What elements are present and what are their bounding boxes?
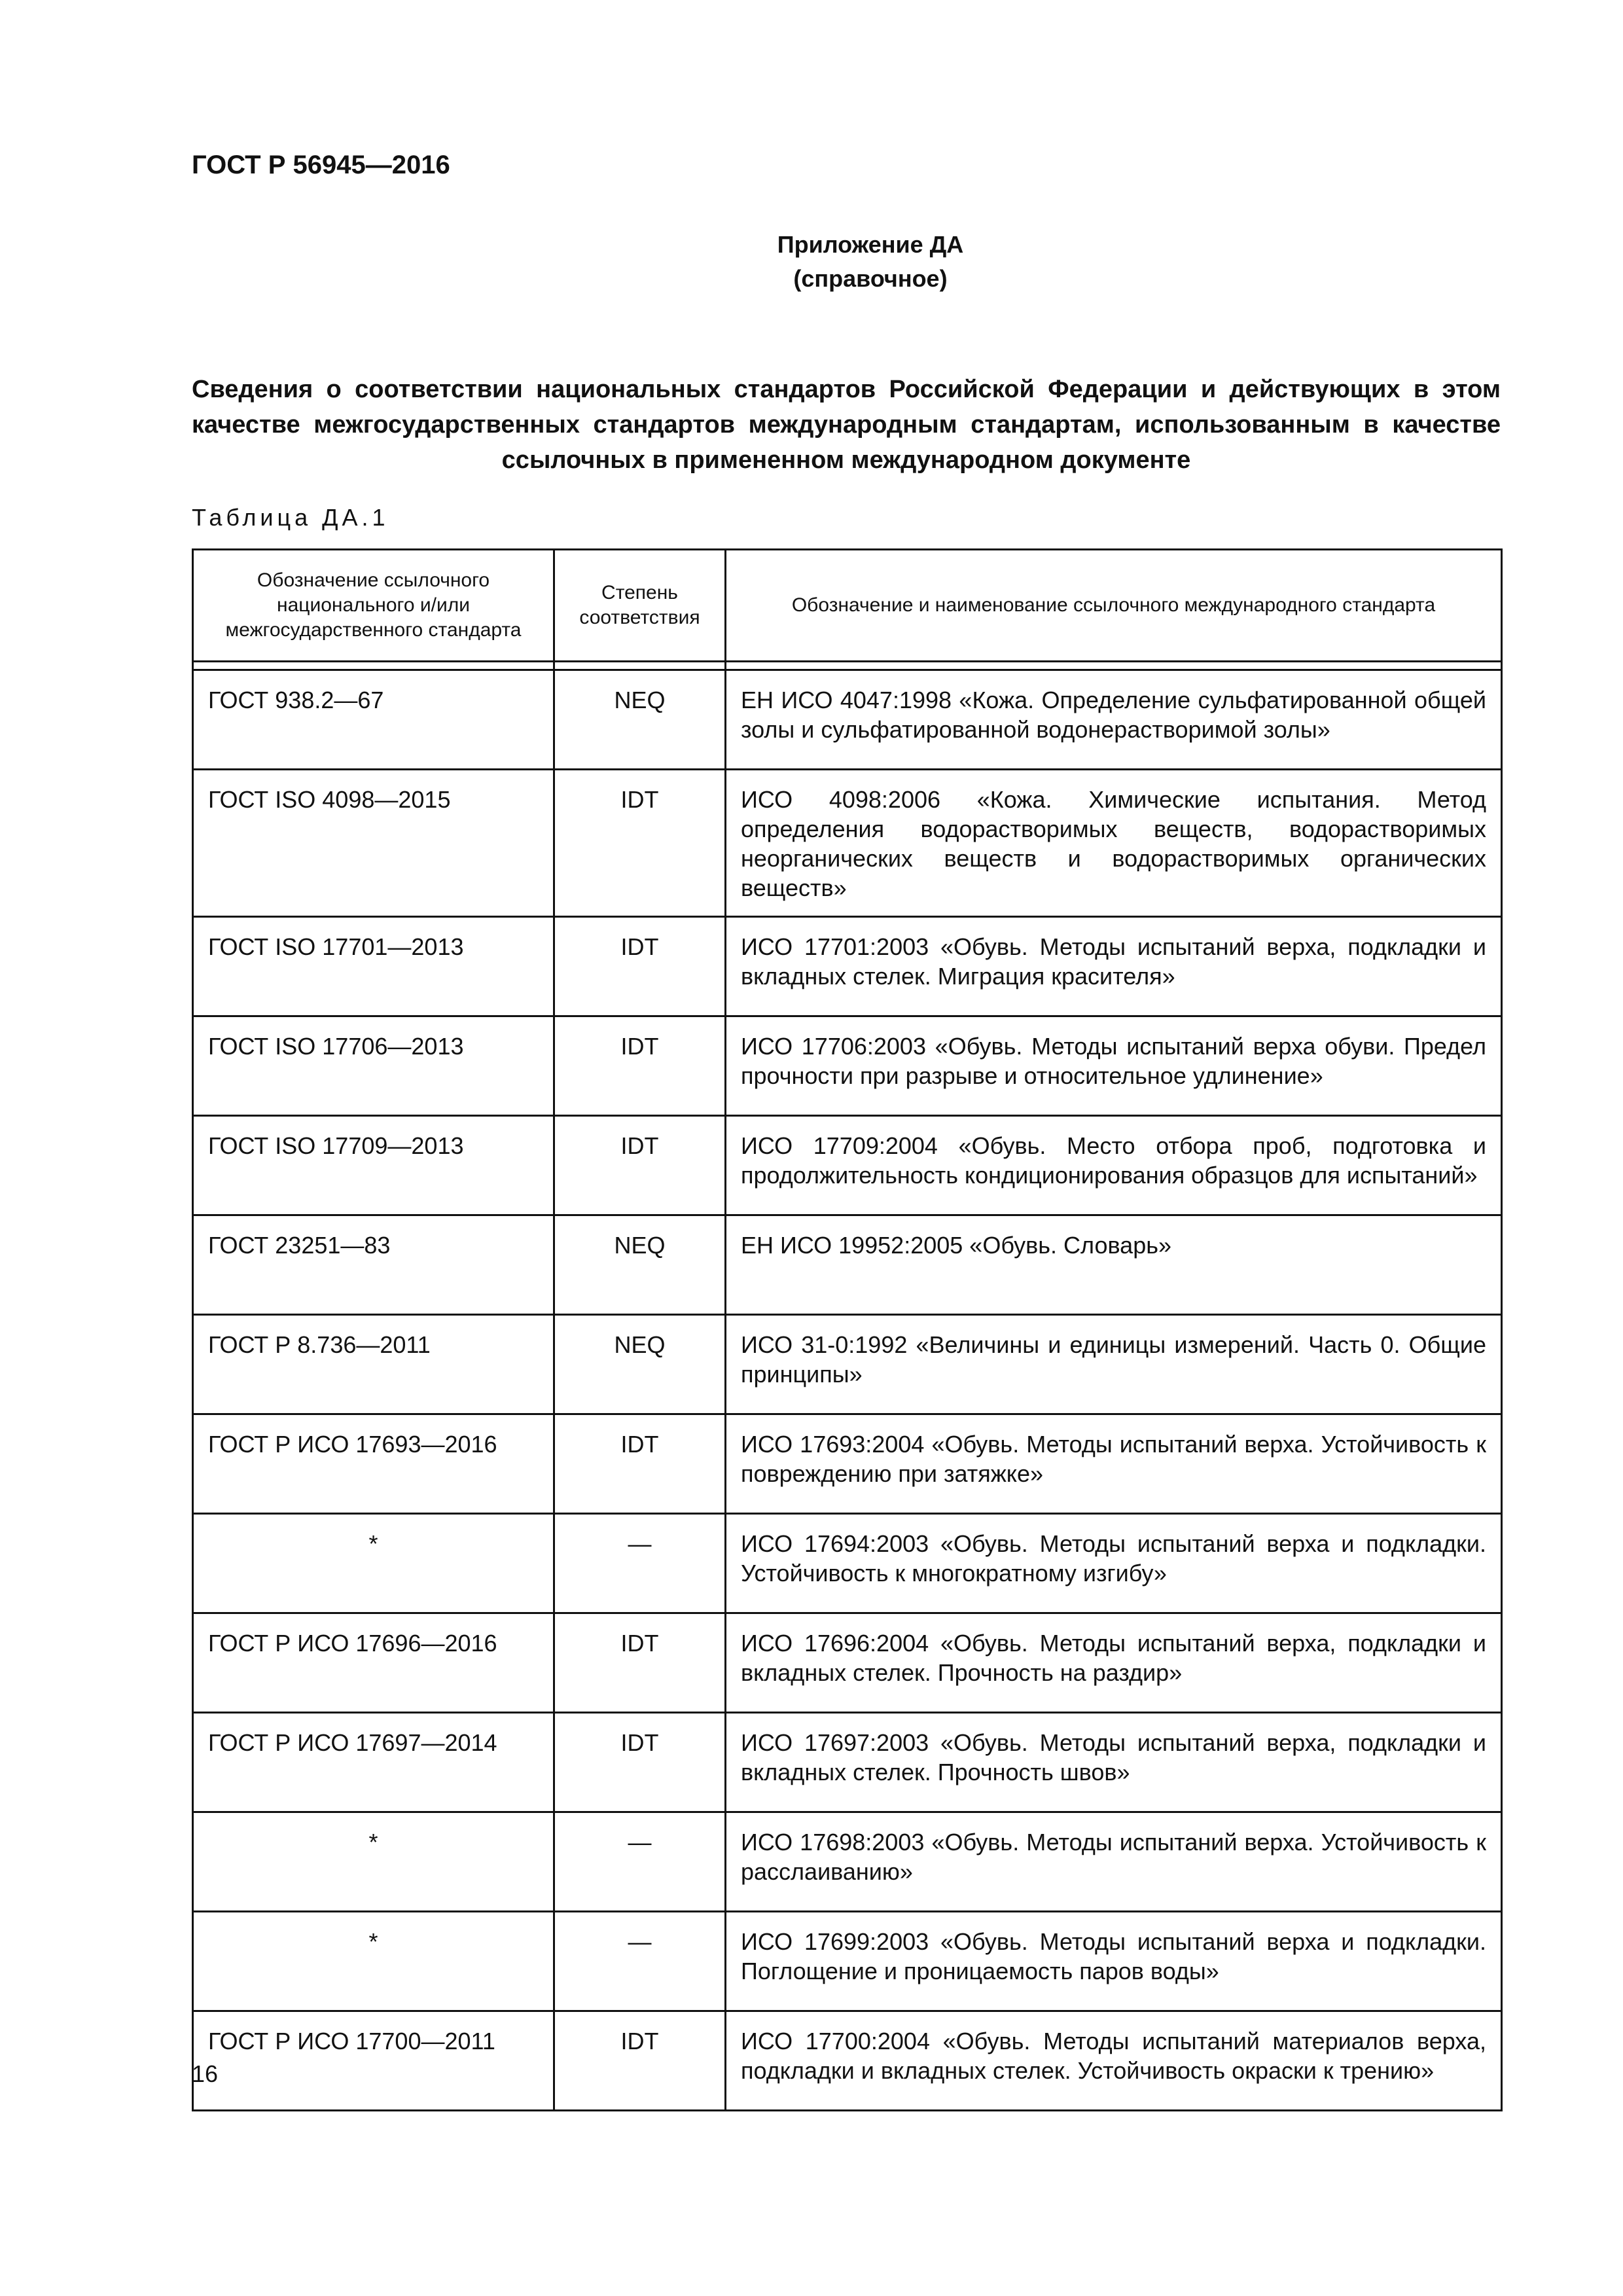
degree-cell: IDT bbox=[554, 2011, 726, 2111]
table-header-row bbox=[193, 550, 1502, 662]
national-standard-cell: * bbox=[193, 1514, 554, 1613]
international-standard-cell: ИСО 17700:2004 «Обувь. Методы испытаний материалов верха, подкладки и вкладных стелек. Устойчивость окраски к трению» bbox=[726, 2011, 1502, 2111]
national-standard-cell: ГОСТ ISO 17706—2013 bbox=[193, 1016, 554, 1116]
separator-cell bbox=[726, 662, 1502, 670]
table-row bbox=[193, 1215, 1502, 1315]
document-code: ГОСТ Р 56945—2016 bbox=[192, 151, 450, 179]
column-header-international: Обозначение и наименование ссылочного международного стандарта bbox=[726, 550, 1502, 662]
table-row bbox=[193, 770, 1502, 917]
national-standard-cell: * bbox=[193, 1812, 554, 1912]
international-standard-cell: ИСО 31-0:1992 «Величины и единицы измерений. Часть 0. Общие принципы» bbox=[726, 1315, 1502, 1414]
national-standard-cell: ГОСТ ISO 17701—2013 bbox=[193, 917, 554, 1016]
international-standard-cell: ЕН ИСО 19952:2005 «Обувь. Словарь» bbox=[726, 1215, 1502, 1315]
national-standard-cell: * bbox=[193, 1912, 554, 2011]
table-label: Таблица ДА.1 bbox=[192, 504, 389, 531]
degree-cell: IDT bbox=[554, 1613, 726, 1713]
international-standard-cell: ЕН ИСО 4047:1998 «Кожа. Определение сульфатированной общей золы и сульфатированной водонерастворимой золы» bbox=[726, 670, 1502, 770]
international-standard-cell: ИСО 17699:2003 «Обувь. Методы испытаний верха и подкладки. Поглощение и проницаемость паров воды» bbox=[726, 1912, 1502, 2011]
header-separator bbox=[193, 662, 1502, 670]
table-row bbox=[193, 1812, 1502, 1912]
degree-cell: NEQ bbox=[554, 1315, 726, 1414]
international-standard-cell: ИСО 17693:2004 «Обувь. Методы испытаний верха. Устойчивость к повреждению при затяжке» bbox=[726, 1414, 1502, 1514]
table-row bbox=[193, 1116, 1502, 1215]
international-standard-cell: ИСО 4098:2006 «Кожа. Химические испытания. Метод определения водорастворимых веществ, водорастворимых неорганических веществ и водорастворимых органических веществ» bbox=[726, 770, 1502, 917]
degree-cell: — bbox=[554, 1912, 726, 2011]
degree-cell: IDT bbox=[554, 1414, 726, 1514]
national-standard-cell: ГОСТ ISO 4098—2015 bbox=[193, 770, 554, 917]
degree-cell: IDT bbox=[554, 1116, 726, 1215]
national-standard-cell: ГОСТ Р 8.736—2011 bbox=[193, 1315, 554, 1414]
international-standard-cell: ИСО 17701:2003 «Обувь. Методы испытаний верха, подкладки и вкладных стелек. Миграция красителя» bbox=[726, 917, 1502, 1016]
table-row bbox=[193, 1016, 1502, 1116]
degree-cell: IDT bbox=[554, 917, 726, 1016]
table-row bbox=[193, 670, 1502, 770]
international-standard-cell: ИСО 17697:2003 «Обувь. Методы испытаний верха, подкладки и вкладных стелек. Прочность швов» bbox=[726, 1713, 1502, 1812]
national-standard-cell: ГОСТ Р ИСО 17693—2016 bbox=[193, 1414, 554, 1514]
column-header-degree: Степень соответствия bbox=[554, 550, 726, 662]
degree-cell: NEQ bbox=[554, 670, 726, 770]
degree-cell: IDT bbox=[554, 1713, 726, 1812]
table-row bbox=[193, 1414, 1502, 1514]
national-standard-cell: ГОСТ Р ИСО 17696—2016 bbox=[193, 1613, 554, 1713]
national-standard-cell: ГОСТ Р ИСО 17697—2014 bbox=[193, 1713, 554, 1812]
degree-cell: NEQ bbox=[554, 1215, 726, 1315]
appendix-subtitle: (справочное) bbox=[793, 265, 948, 292]
page-number: 16 bbox=[192, 2060, 219, 2087]
table-row bbox=[193, 1912, 1502, 2011]
national-standard-cell: ГОСТ ISO 17709—2013 bbox=[193, 1116, 554, 1215]
degree-cell: — bbox=[554, 1812, 726, 1912]
table-row bbox=[193, 1315, 1502, 1414]
table-row bbox=[193, 2011, 1502, 2111]
international-standard-cell: ИСО 17709:2004 «Обувь. Место отбора проб, подготовка и продолжительность кондиционирования образцов для испытаний» bbox=[726, 1116, 1502, 1215]
appendix-block bbox=[0, 228, 1623, 296]
national-standard-cell: ГОСТ 23251—83 bbox=[193, 1215, 554, 1315]
table-row bbox=[193, 1514, 1502, 1613]
correspondence-table bbox=[192, 548, 1503, 2111]
degree-cell: — bbox=[554, 1514, 726, 1613]
degree-cell: IDT bbox=[554, 1016, 726, 1116]
table-row bbox=[193, 917, 1502, 1016]
degree-cell: IDT bbox=[554, 770, 726, 917]
table-row bbox=[193, 1613, 1502, 1713]
national-standard-cell: ГОСТ 938.2—67 bbox=[193, 670, 554, 770]
separator-cell bbox=[193, 662, 554, 670]
international-standard-cell: ИСО 17694:2003 «Обувь. Методы испытаний верха и подкладки. Устойчивость к многократному изгибу» bbox=[726, 1514, 1502, 1613]
national-standard-cell: ГОСТ Р ИСО 17700—2011 bbox=[193, 2011, 554, 2111]
international-standard-cell: ИСО 17706:2003 «Обувь. Методы испытаний верха обуви. Предел прочности при разрыве и относительное удлинение» bbox=[726, 1016, 1502, 1116]
international-standard-cell: ИСО 17696:2004 «Обувь. Методы испытаний верха, подкладки и вкладных стелек. Прочность на раздир» bbox=[726, 1613, 1502, 1713]
international-standard-cell: ИСО 17698:2003 «Обувь. Методы испытаний верха. Устойчивость к расслаиванию» bbox=[726, 1812, 1502, 1912]
separator-cell bbox=[554, 662, 726, 670]
appendix-title: Приложение ДА bbox=[777, 231, 964, 258]
column-header-national: Обозначение ссылочного национального и/или межгосударственного стандарта bbox=[193, 550, 554, 662]
section-heading: Сведения о соответствии национальных стандартов Российской Федерации и действующих в этом качестве межгосударственных стандартов международным стандартам, использованным в качестве ссылочных в примененном международном документе bbox=[192, 376, 1501, 474]
table-row bbox=[193, 1713, 1502, 1812]
